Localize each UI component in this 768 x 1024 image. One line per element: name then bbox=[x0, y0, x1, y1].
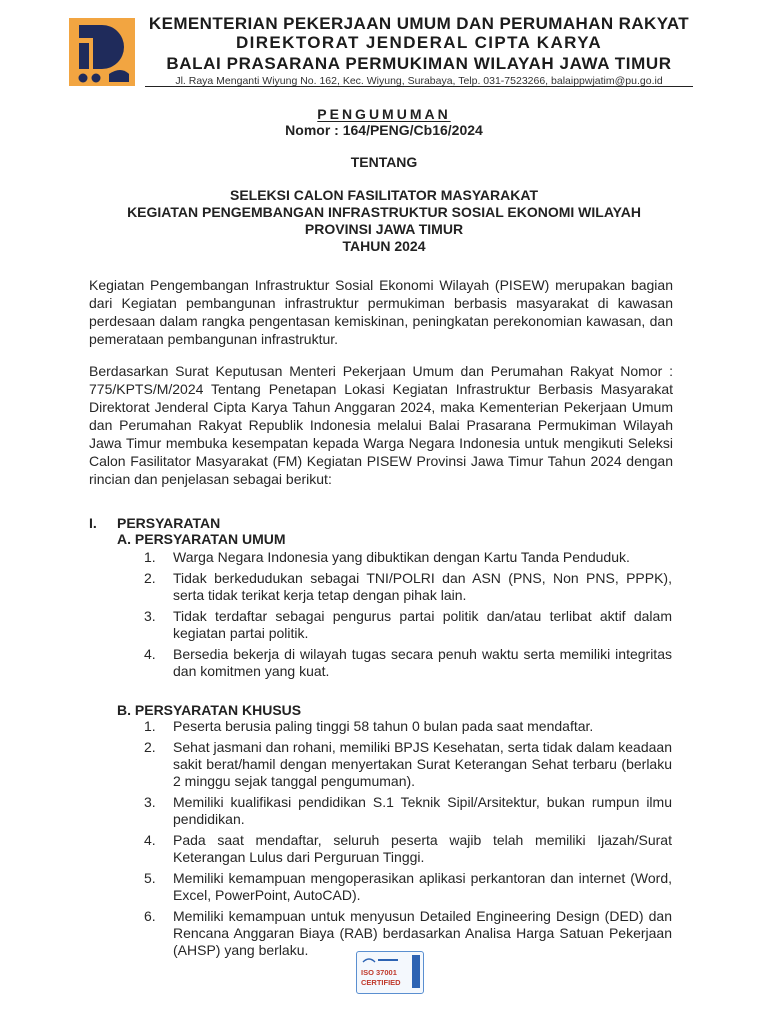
item-text: Peserta berusia paling tinggi 58 tahun 0 bulan pada saat mendaftar. bbox=[173, 718, 594, 734]
letterhead-divider bbox=[145, 86, 693, 87]
ministry-logo bbox=[69, 18, 135, 86]
subject-line: TAHUN 2024 bbox=[342, 238, 426, 254]
badge-status: CERTIFIED bbox=[361, 978, 401, 987]
item-text: Pada saat mendaftar, seluruh peserta wajib telah memiliki Ijazah/Surat Keterangan Lulus dari Perguruan Tinggi. bbox=[173, 832, 672, 865]
letterhead bbox=[145, 14, 693, 87]
list-item bbox=[144, 549, 672, 566]
section-title: PERSYARATAN bbox=[117, 515, 221, 531]
list-item bbox=[144, 570, 672, 604]
item-number: 4. bbox=[144, 832, 156, 848]
badge-strip bbox=[412, 955, 420, 988]
item-number: 2. bbox=[144, 739, 156, 755]
office-name: BALAI PRASARANA PERMUKIMAN WILAYAH JAWA TIMUR bbox=[166, 54, 672, 73]
item-number: 5. bbox=[144, 870, 156, 886]
list-item bbox=[144, 794, 672, 828]
iso-certification-badge bbox=[356, 951, 424, 994]
list-item bbox=[144, 608, 672, 642]
item-number: 2. bbox=[144, 570, 156, 586]
item-number: 3. bbox=[144, 608, 156, 624]
section-number: I. bbox=[89, 515, 97, 531]
directorate-name: DIREKTORAT JENDERAL CIPTA KARYA bbox=[235, 33, 603, 52]
subsection-b-title: B. PERSYARATAN KHUSUS bbox=[117, 702, 302, 718]
item-number: 6. bbox=[144, 908, 156, 924]
item-text: Tidak terdaftar sebagai pengurus partai politik dan/atau terlibat aktif dalam kegiatan partai politik. bbox=[173, 608, 672, 641]
list-item bbox=[144, 646, 672, 680]
badge-standard: ISO 37001 bbox=[361, 968, 397, 977]
item-number: 1. bbox=[144, 549, 156, 565]
item-text: Sehat jasmani dan rohani, memiliki BPJS Kesehatan, serta tidak dalam keadaan sakit berat/hamil dengan menyertakan Surat Keterangan Sehat terbaru (berlaku 2 minggu sejak tanggal pengumuman). bbox=[173, 739, 672, 789]
general-requirements-list bbox=[144, 549, 672, 684]
item-number: 3. bbox=[144, 794, 156, 810]
intro-paragraph: Kegiatan Pengembangan Infrastruktur Sosial Ekonomi Wilayah (PISEW) merupakan bagian dari Kegiatan pembangunan infrastruktur permukiman berbasis masyarakat di kawasan perdesaan dalam rangka pengentasan kemiskinan, peningkatan perekonomian kawasan, dan pemerataan pembangunan infrastruktur. bbox=[89, 277, 673, 347]
subject-line: KEGIATAN PENGEMBANGAN INFRASTRUKTUR SOSIAL EKONOMI WILAYAH bbox=[127, 204, 641, 220]
certification-mark-icon bbox=[361, 956, 401, 964]
subsection-a-title: A. PERSYARATAN UMUM bbox=[117, 531, 286, 547]
item-text: Memiliki kualifikasi pendidikan S.1 Teknik Sipil/Arsitektur, bukan rumpun ilmu pendidikan. bbox=[173, 794, 672, 827]
office-address: Jl. Raya Menganti Wiyung No. 162, Kec. Wiyung, Surabaya, Telp. 031-7523266, balaippwjatim@pu.go.id bbox=[175, 75, 663, 87]
list-item bbox=[144, 870, 672, 904]
document-title: PENGUMUMAN bbox=[317, 106, 451, 122]
list-item bbox=[144, 718, 672, 735]
about-label: TENTANG bbox=[350, 154, 418, 170]
special-requirements-list bbox=[144, 718, 672, 963]
item-number: 1. bbox=[144, 718, 156, 734]
subject-line: PROVINSI JAWA TIMUR bbox=[304, 221, 464, 237]
list-item bbox=[144, 832, 672, 866]
item-text: Bersedia bekerja di wilayah tugas secara penuh waktu serta memiliki integritas dan komitmen yang kuat. bbox=[173, 646, 672, 679]
document-number: Nomor : 164/PENG/Cb16/2024 bbox=[285, 122, 483, 138]
item-text: Memiliki kemampuan mengoperasikan aplikasi perkantoran dan internet (Word, Excel, PowerPoint, AutoCAD). bbox=[173, 870, 672, 903]
item-number: 4. bbox=[144, 646, 156, 662]
item-text: Tidak berkedudukan sebagai TNI/POLRI dan ASN (PNS, Non PNS, PPPK), serta tidak terikat kerja tetap dengan pihak lain. bbox=[173, 570, 672, 603]
ministry-name: KEMENTERIAN PEKERJAAN UMUM DAN PERUMAHAN RAKYAT bbox=[148, 14, 690, 33]
list-item bbox=[144, 739, 672, 790]
item-text: Warga Negara Indonesia yang dibuktikan dengan Kartu Tanda Penduduk. bbox=[173, 549, 630, 565]
document-subject bbox=[0, 187, 768, 255]
subject-line: SELEKSI CALON FASILITATOR MASYARAKAT bbox=[229, 187, 538, 203]
basis-paragraph: Berdasarkan Surat Keputusan Menteri Pekerjaan Umum dan Perumahan Rakyat Nomor : 775/KPTS/M/2024 Tentang Penetapan Lokasi Kegiatan Infrastruktur Berbasis Masyarakat Direktorat Jenderal Cipta Karya Tahun Anggaran 2024, maka Kementerian Pekerjaan Umum dan Perumahan Rakyat Republik Indonesia melalui Balai Prasarana Permukiman Wilayah Jawa Timur membuka kesempatan kepada Warga Negara Indonesia untuk mengikuti Seleksi Calon Fasilitator Masyarakat (FM) Kegiatan PISEW Provinsi Jawa Timur Tahun 2024 dengan rincian dan penjelasan sebagai berikut: bbox=[89, 363, 673, 487]
item-text: Memiliki kemampuan untuk menyusun Detailed Engineering Design (DED) dan Rencana Anggaran Biaya (RAB) berdasarkan Analisa Harga Satuan Pekerjaan (AHSP) yang berlaku. bbox=[173, 908, 672, 958]
